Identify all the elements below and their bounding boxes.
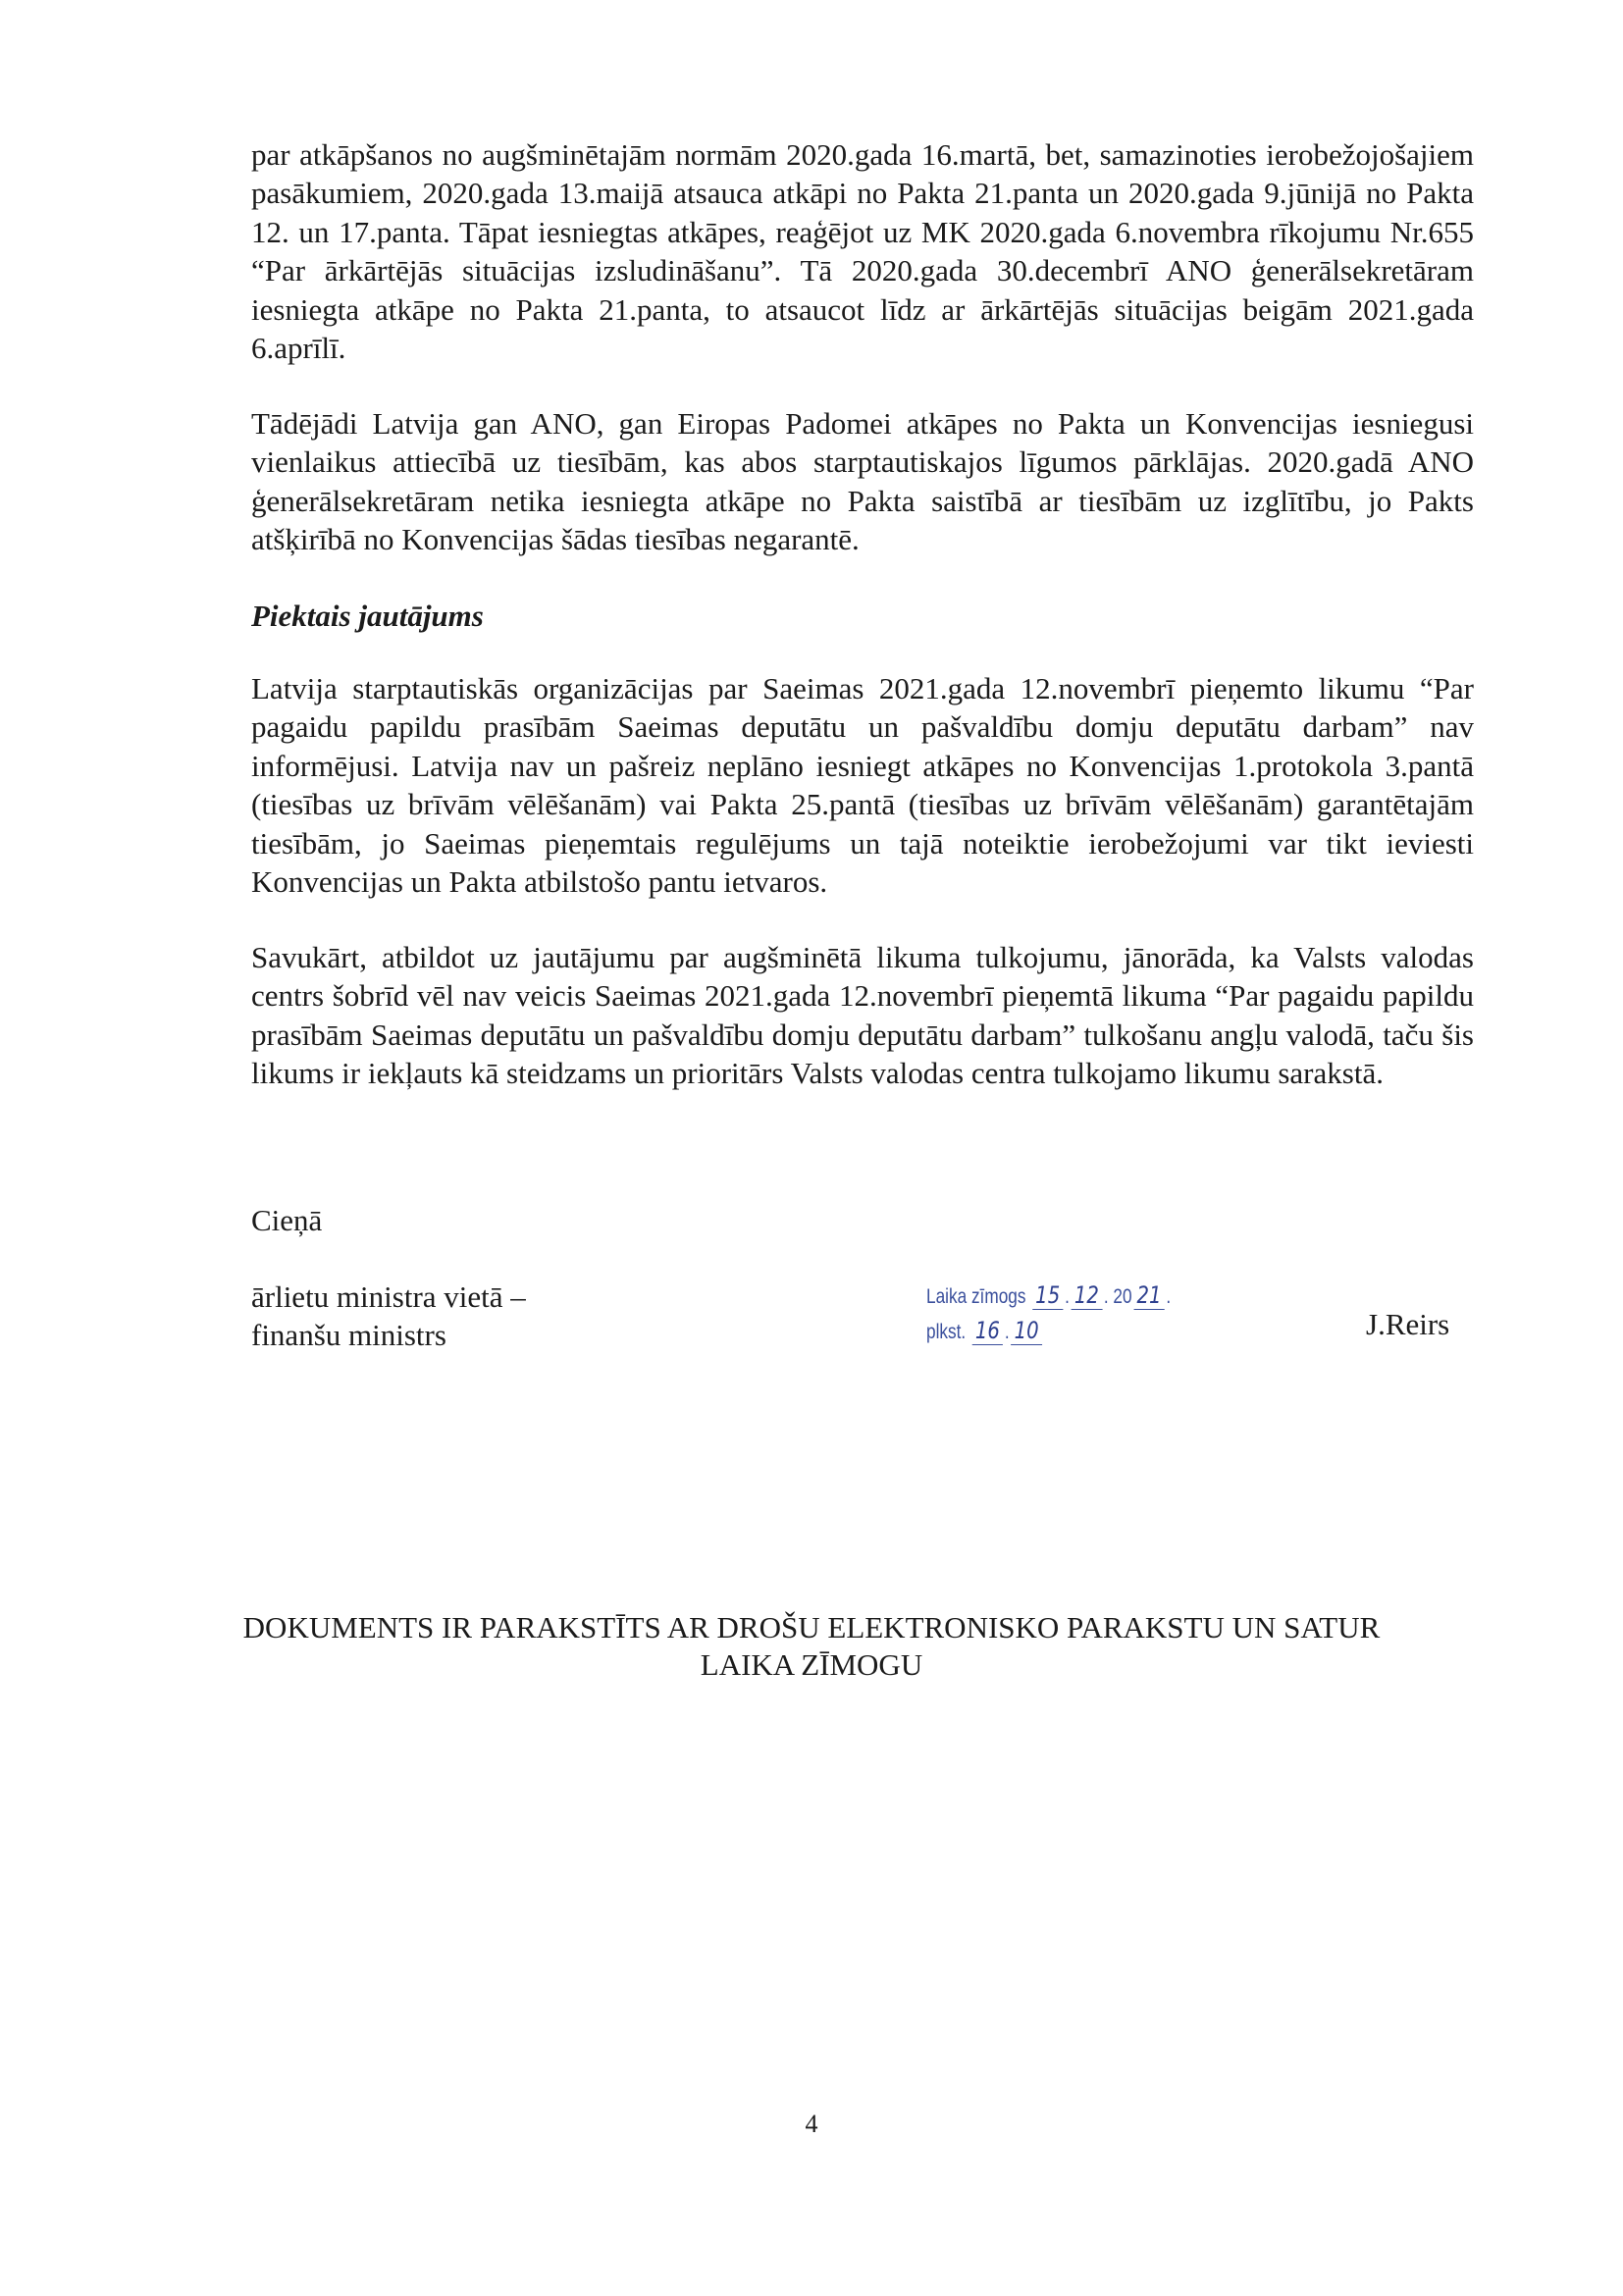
electronic-signature-notice-line2: LAIKA ZĪMOGU <box>700 1647 923 1682</box>
time-stamp-label: Laika zīmogs <box>926 1285 1026 1308</box>
signatory-name: J.Reirs <box>1366 1307 1450 1341</box>
time-stamp-hour-label: plkst. <box>926 1321 967 1343</box>
time-stamp-year-prefix: 20 <box>1113 1285 1132 1308</box>
signatory-title-line2: finanšu ministrs <box>251 1318 446 1352</box>
section-heading: Piektais jautājums <box>251 599 484 633</box>
paragraph-derogation-history: par atkāpšanos no augšminētajām normām 2020.gada 16.martā, bet, samazinoties ierobežojošajiem pasākumiem, 2020.gada 13.maijā atsauca atkāpi no Pakta 21.panta un 2020.gada 9.jūnijā no Pakta 12. un 17.panta. Tāpat iesniegtas atkāpes, reaģējot uz MK 2020.gada 6.novembra rīkojumu Nr.655 “Par ārkārtējās situācijas izsludināšanu”. Tā 2020.gada 30.decembrī ANO ģenerālsekretāram iesniegta atkāpe no Pakta 21.panta, to atsaucot līdz ar ārkārtējās situācijas beigām 2021.gada 6.aprīlī. <box>251 137 1474 366</box>
time-stamp-hour: 16 <box>972 1317 1004 1345</box>
time-stamp-hour-row: plkst. 16 . 10 <box>926 1317 1044 1345</box>
page-number: 4 <box>805 2110 818 2138</box>
time-stamp-month: 12 <box>1072 1281 1103 1310</box>
electronic-signature-notice-line1: DOKUMENTS IR PARAKSTĪTS AR DROŠU ELEKTRONISKO PARAKSTU UN SATUR <box>242 1610 1381 1644</box>
paragraph-derogation-summary: Tādējādi Latvija gan ANO, gan Eiropas Padomei atkāpes no Pakta un Konvencijas iesniegusi vienlaikus attiecībā uz tiesībām, kas abos starptautiskajos līgumos pārklājas. 2020.gadā ANO ģenerālsekretāram netika iesniegta atkāpe no Pakta saistībā ar tiesībām uz izglītību, jo Pakts atšķirībā no Konvencijas šādas tiesības negarantē. <box>251 406 1474 557</box>
electronic-signature-notice <box>196 1609 1427 1684</box>
time-stamp-date-row: Laika zīmogs 15 . 12 . 20 21 . <box>926 1281 1172 1309</box>
time-stamp-minute: 10 <box>1011 1317 1042 1345</box>
paragraph-translation-status: Savukārt, atbildot uz jautājumu par augšminētā likuma tulkojumu, jānorāda, ka Valsts valodas centrs šobrīd vēl nav veicis Saeimas 2021.gada 12.novembrī pieņemtā likuma “Par pagaidu papildu prasībām Saeimas deputātu un pašvaldību domju deputātu darbam” tulkošanu angļu valodā, taču šis likums ir iekļauts kā steidzams un prioritārs Valsts valodas centra tulkojamo likumu sarakstā. <box>251 940 1474 1091</box>
signatory-title-line1: ārlietu ministra vietā – <box>251 1279 526 1314</box>
time-stamp-day: 15 <box>1032 1281 1064 1310</box>
time-stamp <box>926 1272 1183 1360</box>
time-stamp-year-suffix: 21 <box>1133 1281 1165 1310</box>
paragraph-fifth-question-answer: Latvija starptautiskās organizācijas par Saeimas 2021.gada 12.novembrī pieņemto likumu “Par pagaidu papildu prasībām Saeimas deputātu un pašvaldību domju deputātu darbam” nav informējusi. Latvija nav un pašreiz neplāno iesniegt atkāpes no Konvencijas 1.protokola 3.pantā (tiesības uz brīvām vēlēšanām) vai Pakta 25.pantā (tiesības uz brīvām vēlēšanām) garantētajām tiesībām, jo Saeimas pieņemtais regulējums un tajā noteiktie ierobežojumi var tikt ieviesti Konvencijas un Pakta atbilstošo pantu ietvaros. <box>251 671 1474 900</box>
closing-salutation: Cieņā <box>251 1203 323 1237</box>
